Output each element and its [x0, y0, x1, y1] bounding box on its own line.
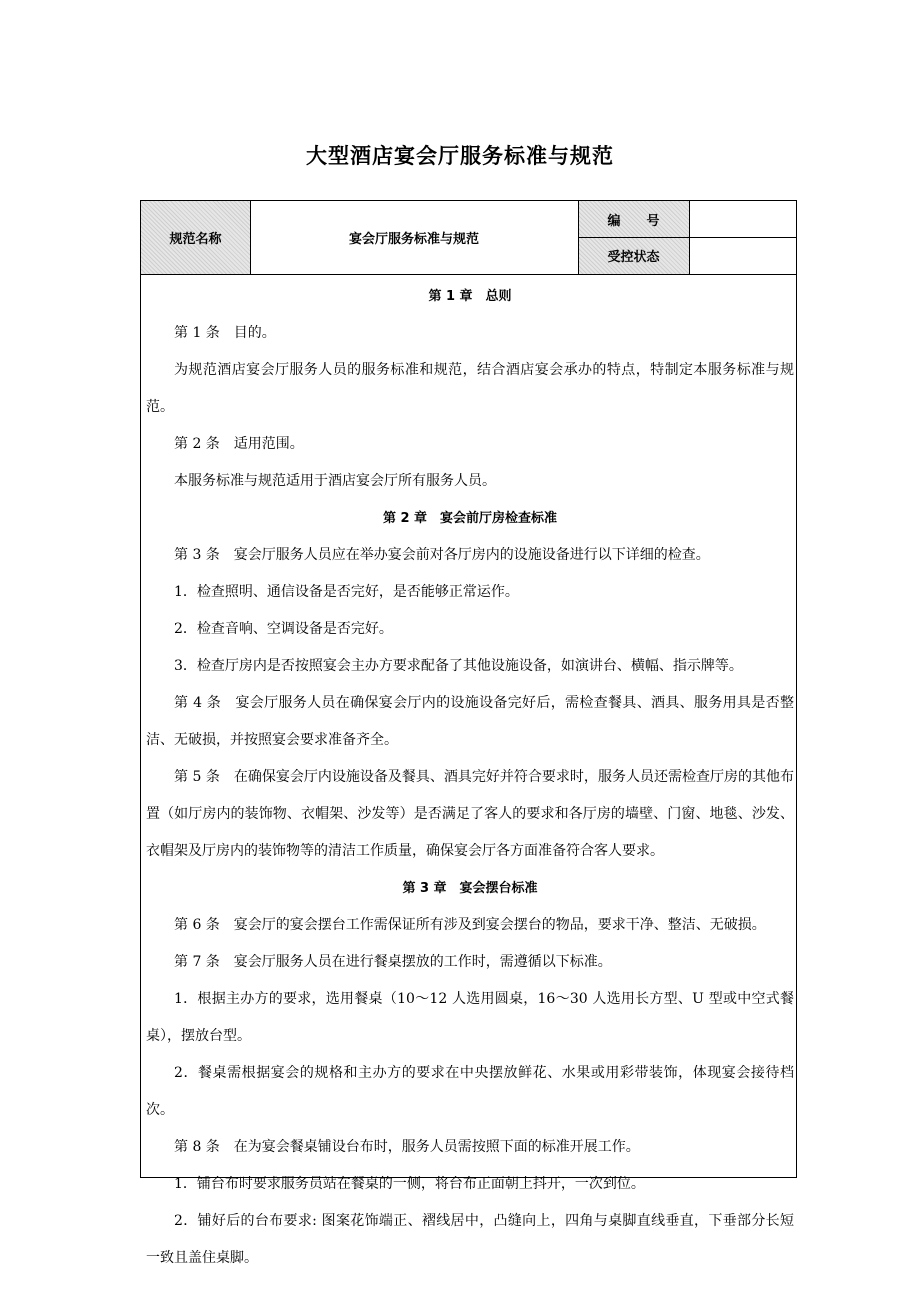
- name-value-cell: [250, 201, 578, 274]
- number-label-cell: [578, 201, 689, 237]
- article-7-item-2: 2．餐桌需根据宴会的规格和主办方的要求在中央摆放鲜花、水果或用彩带装饰，体现宴会接待档次。: [146, 1065, 794, 1118]
- name-value: 宴会厅服务标准与规范: [348, 232, 479, 247]
- chapter-2-heading: 第 2 章 宴会前厅房检查标准: [382, 511, 558, 526]
- article-3-item-2: 2．检查音响、空调设备是否完好。: [174, 621, 393, 637]
- article-1: 第 1 条 目的。: [174, 325, 276, 341]
- chapter-3-heading: 第 3 章 宴会摆台标准: [402, 881, 538, 896]
- article-7-item-1: 1．根据主办方的要求，选用餐桌（10～12 人选用圆桌，16～30 人选用长方型、U 型或中空式餐桌），摆放台型。: [146, 991, 794, 1044]
- control-label: 受控状态: [607, 250, 660, 265]
- article-1-text: 为规范酒店宴会厅服务人员的服务标准和规范，结合酒店宴会承办的特点，特制定本服务标准与规范。: [146, 362, 794, 415]
- article-8-item-1: 1．铺台布时要求服务员站在餐桌的一侧，将台布正面朝上抖开，一次到位。: [174, 1176, 645, 1192]
- divider: [141, 274, 796, 275]
- number-label: 编 号: [607, 213, 660, 229]
- article-3: 第 3 条 宴会厅服务人员应在举办宴会前对各厅房内的设施设备进行以下详细的检查。: [174, 547, 710, 563]
- article-8: 第 8 条 在为宴会餐桌铺设台布时，服务人员需按照下面的标准开展工作。: [174, 1139, 640, 1155]
- document-title: 大型酒店宴会厅服务标准与规范: [306, 144, 614, 168]
- chapter-1-heading: 第 1 章 总则: [428, 289, 512, 304]
- article-8-item-2: 2．铺好后的台布要求: 图案花饰端正、褶线居中，凸缝向上，四角与桌脚直线垂直，下垂部分长短一致且盖住桌脚。: [146, 1213, 794, 1266]
- article-3-item-1: 1．检查照明、通信设备是否完好，是否能够正常运作。: [174, 584, 519, 600]
- article-7: 第 7 条 宴会厅服务人员在进行餐桌摆放的工作时，需遵循以下标准。: [174, 954, 612, 970]
- control-label-cell: [578, 237, 689, 274]
- document-body: [146, 278, 794, 1277]
- article-5: 第 5 条 在确保宴会厅内设施设备及餐具、酒具完好并符合要求时，服务人员还需检查厅房的其他布置（如厅房内的装饰物、衣帽架、沙发等）是否满足了客人的要求和各厅房的墙壁、门窗、地毯、沙发、衣帽架及厅房内的装饰物等的清洁工作质量，确保宴会厅各方面准备符合客人要求。: [146, 769, 794, 859]
- control-value-cell: [689, 237, 796, 274]
- article-4: 第 4 条 宴会厅服务人员在确保宴会厅内的设施设备完好后，需检查餐具、酒具、服务用具是否整洁、无破损，并按照宴会要求准备齐全。: [146, 695, 794, 748]
- divider: [250, 201, 251, 274]
- article-6: 第 6 条 宴会厅的宴会摆台工作需保证所有涉及到宴会摆台的物品，要求干净、整洁、无破损。: [174, 917, 766, 933]
- article-2: 第 2 条 适用范围。: [174, 436, 304, 452]
- number-value-cell: [689, 201, 796, 237]
- name-label: 规范名称: [169, 232, 222, 247]
- divider: [578, 237, 796, 238]
- article-3-item-3: 3．检查厅房内是否按照宴会主办方要求配备了其他设施设备，如演讲台、横幅、指示牌等。: [174, 658, 743, 674]
- name-label-cell: [141, 201, 250, 274]
- article-2-text: 本服务标准与规范适用于酒店宴会厅所有服务人员。: [174, 473, 496, 489]
